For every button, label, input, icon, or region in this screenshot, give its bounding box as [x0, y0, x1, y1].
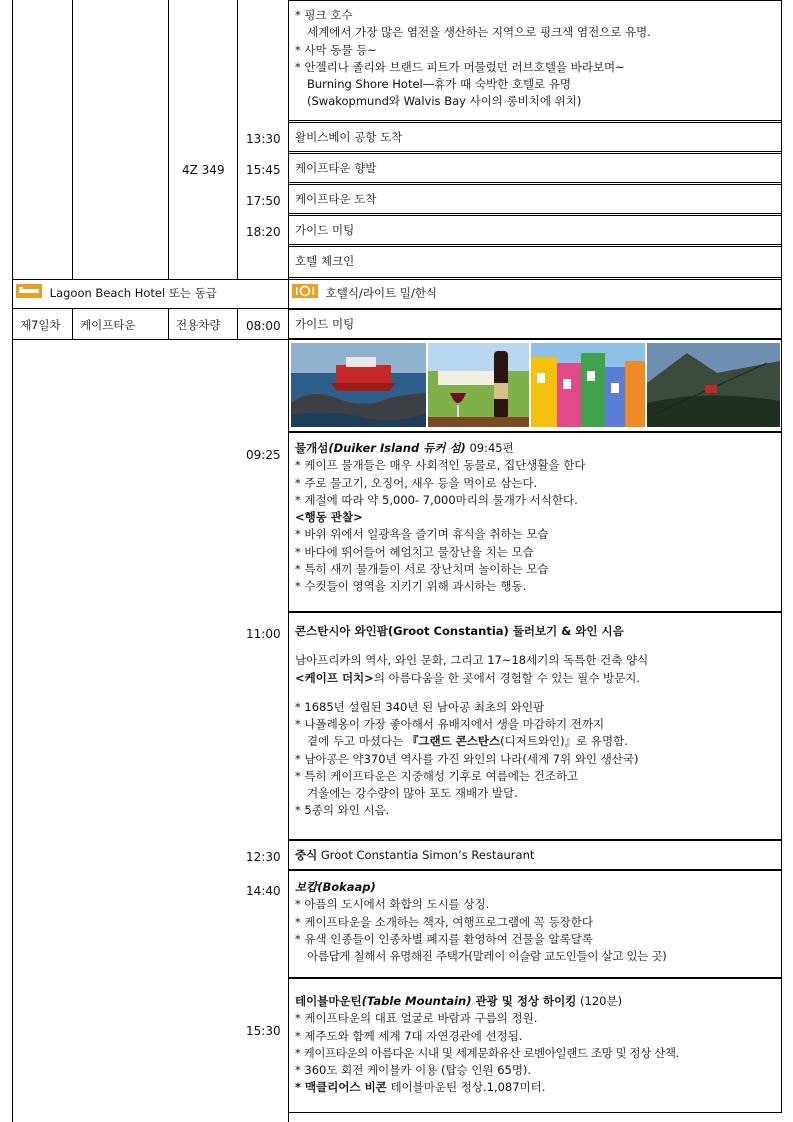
winery-title: 콘스탄시아 와인팜(Groot Constantia) 둘러보기 & 와인 시음	[295, 624, 624, 638]
line: * 아픔의 도시에서 화합의 도시를 상징.	[295, 897, 490, 912]
line: * 제주도와 함께 세계 7대 자연경관에 선정됨.	[295, 1028, 523, 1043]
line: (디저트와인)』로 유명함.	[500, 734, 628, 749]
line: * 안젤리나 졸리와 브랜드 피트가 머물렀던 러브호텔을 바라보며~	[295, 59, 625, 74]
line: * 바위 위에서 일광욕을 즐기며 휴식을 취하는 모습	[295, 527, 549, 542]
seal-island-photo	[291, 343, 426, 427]
seal-title: 물개섬	[295, 441, 329, 455]
line: 겨울에는 강수량이 많아 포도 재배가 발달.	[307, 786, 518, 800]
seal-island-box	[288, 432, 782, 612]
hotel-cell	[16, 284, 217, 303]
line: * 5종의 와인 시음.	[295, 803, 390, 818]
schedule-time: 11:00	[246, 627, 281, 641]
schedule-time: 14:40	[246, 884, 281, 898]
line: * 핑크 호수	[295, 8, 353, 22]
lunch-box	[288, 840, 782, 870]
table-mountain-box	[288, 978, 782, 1113]
table-duration: (120분)	[576, 994, 623, 1008]
line: * 케이프타운의 대표 얼굴로 바람과 구름의 정원.	[295, 1011, 538, 1026]
schedule-time: 12:30	[246, 850, 281, 864]
lunch-label: 중식	[295, 848, 318, 862]
behavior-heading: <행동 관찰>	[295, 510, 363, 524]
grid-line	[12, 0, 13, 280]
line: 아름답게 칠해서 유명해진 주택가(말레이 이슬람 교도인들이 살고 있는 곳)	[307, 949, 667, 963]
winery-box	[288, 612, 782, 840]
schedule-time: 18:20	[246, 225, 281, 239]
line: * 나폴레옹이 가장 좋아해서 유배지에서 생을 마감하기 전까지	[295, 717, 605, 731]
grand-constance: 『그랜드 콘스탄스	[406, 734, 501, 749]
schedule-time: 17:50	[246, 194, 281, 208]
hotel-name: Lagoon Beach Hotel 또는 동급	[49, 286, 217, 301]
grid-line	[237, 309, 238, 339]
grid-line	[12, 339, 288, 340]
line: * 수컷들이 영역을 지키기 위해 과시하는 행동.	[295, 579, 527, 593]
schedule-item: 왈비스베이 공항 도착	[288, 122, 782, 152]
grid-line	[288, 279, 289, 309]
line: 곁에 두고 마셨다는	[307, 734, 407, 749]
bokaap-box	[288, 870, 782, 978]
cape-dutch: <케이프 더치>	[295, 670, 374, 685]
meal-icon	[292, 284, 318, 303]
meal-text: 호텔식/라이트 밀/한식	[325, 286, 438, 301]
seal-title-en: (Duiker Island 듀커 섬)	[328, 441, 466, 455]
bed-icon	[16, 284, 42, 303]
city-label: 케이프타운	[80, 318, 136, 332]
table-title: 테이블마운틴	[295, 994, 362, 1008]
line: * 계절에 따라 약 5,000- 7,000마리의 물개가 서식한다.	[295, 492, 578, 507]
table-mountain-photo	[647, 343, 780, 427]
line: * 케이프 물개들은 매우 사회적인 동물로, 집단생활을 한다	[295, 458, 586, 473]
grid-line	[72, 0, 73, 280]
line: * 유색 인종들이 인종차별 폐지를 환영하여 건물을 알록달록	[295, 931, 593, 946]
transport-label: 전용차량	[176, 318, 221, 332]
line: 세계에서 가장 많은 염전을 생산하는 지역으로 핑크색 염전으로 유명.	[307, 25, 651, 40]
line: 테이블마운틴 정상.1,087미터.	[386, 1080, 546, 1095]
line: 의 아름다움을 한 곳에서 경험할 수 있는 필수 방문지.	[373, 670, 641, 685]
flight-number: 4Z 349	[182, 163, 225, 177]
line: * 남아공은 약370년 역사를 가진 와인의 나라(세계 7위 와인 생산국)	[295, 751, 639, 766]
mcclears-beacon: * 맥클리어스 비콘	[295, 1080, 387, 1095]
line: * 주로 물고기, 오징어, 새우 등을 먹이로 삼는다.	[295, 475, 538, 490]
grid-line	[237, 0, 238, 280]
line: * 사막 동물 등~	[295, 42, 377, 57]
schedule-time: 13:30	[246, 132, 281, 146]
line: * 특히 새끼 물개들이 서로 장난치며 놀이하는 모습	[295, 561, 549, 576]
line: * 1685년 설립된 340년 된 남아공 최초의 와인팜	[295, 699, 545, 714]
schedule-item: 가이드 미팅	[288, 215, 782, 245]
schedule-time: 08:00	[246, 319, 281, 333]
schedule-time: 09:25	[246, 448, 281, 462]
grid-line	[168, 309, 169, 339]
day6-intro-box	[288, 0, 782, 121]
schedule-item: 호텔 체크인	[288, 246, 782, 278]
meal-cell	[292, 284, 437, 303]
winery-photo	[428, 343, 529, 427]
line: * 케이프타운을 소개하는 책자, 여행프로그램에 꼭 등장한다	[295, 914, 593, 929]
line: * 360도 회전 케이블카 이용 (탑승 인원 65명).	[295, 1063, 532, 1077]
bokaap-photo	[531, 343, 645, 427]
grid-line	[168, 0, 169, 280]
seal-time: 09:45편	[465, 441, 514, 455]
table-title-en: (Table Mountain)	[361, 994, 472, 1008]
day-label: 제7일차	[20, 318, 61, 332]
line: Burning Shore Hotel—휴가 때 숙박한 호텔로 유명	[307, 77, 572, 91]
line: (Swakopmund와 Walvis Bay 사이의 롱비치에 위치)	[307, 94, 582, 109]
schedule-item: 가이드 미팅	[288, 309, 782, 339]
schedule-time: 15:30	[246, 1024, 281, 1038]
schedule-time: 15:45	[246, 163, 281, 177]
line: * 케이프타운의 아름다운 시내 및 세계문화유산 로벤아일랜드 조망 및 정상 산책.	[295, 1045, 679, 1060]
lunch-place: Groot Constantia Simon’s Restaurant	[317, 848, 535, 862]
line: 남아프리카의 역사, 와인 문화, 그리고 17~18세기의 독특한 건축 양식	[295, 653, 649, 668]
grid-line	[12, 309, 13, 1122]
grid-line	[72, 309, 73, 339]
schedule-item: 케이프타운 도착	[288, 184, 782, 214]
table-title-rest: 관광 및 정상 하이킹	[471, 994, 577, 1008]
line: * 특히 케이프타운은 지중해성 기후로 여름에는 건조하고	[295, 768, 579, 783]
schedule-item: 케이프타운 향발	[288, 153, 782, 183]
line: * 바다에 뛰어들어 헤엄치고 물장난을 치는 모습	[295, 544, 534, 559]
bokaap-title: 보캅(Bokaap)	[295, 880, 376, 894]
